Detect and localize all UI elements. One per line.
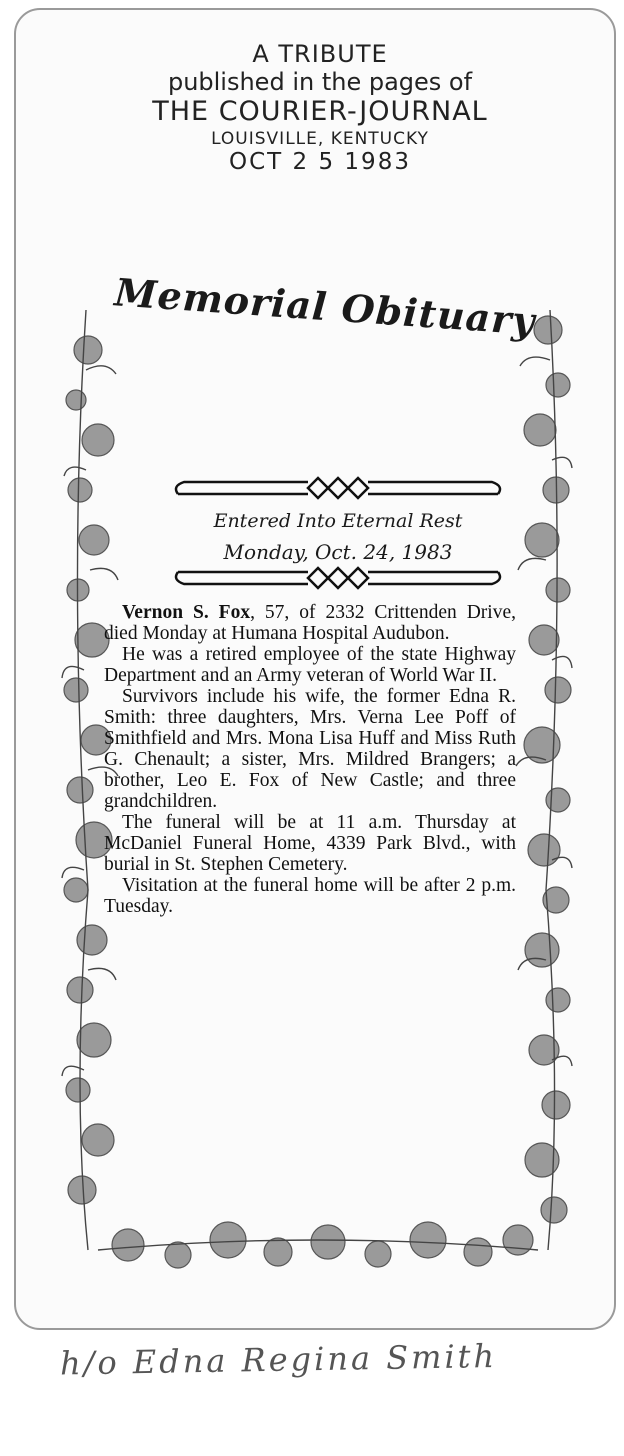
stamp-line-newspaper: THE COURIER-JOURNAL: [152, 96, 488, 127]
obituary-paragraph: Visitation at the funeral home will be after 2 p.m. Tuesday.: [104, 875, 516, 917]
obituary-text: [104, 602, 516, 917]
eternal-rest-text: Entered Into Eternal Rest: [213, 510, 463, 532]
stamp-line-location: LOUISVILLE, KENTUCKY: [211, 129, 429, 149]
stamp-line-tribute: A TRIBUTE: [252, 40, 388, 68]
handwritten-note: h/o Edna Regina Smith: [59, 1336, 498, 1383]
stamp-line-date: OCT 2 5 1983: [229, 149, 411, 175]
memorial-obituary-heading: Memorial Obituary: [113, 269, 537, 344]
newspaper-stamp: [100, 40, 540, 175]
eternal-rest-banner: [168, 472, 508, 592]
scroll-ornament-icon: [168, 472, 508, 592]
deceased-name: Vernon S. Fox: [122, 602, 251, 623]
obituary-paragraph: Survivors include his wife, the former Edna R. Smith: three daughters, Mrs. Verna Lee Poff of Smithfield and Mrs. Mona Lisa Huff and Miss Ruth G. Chenault; a sister, Mrs. Mildred Brangers; a brother, Leo E. Fox of New Castle; and three grandchildren.: [104, 686, 516, 812]
obituary-paragraph: [104, 602, 516, 644]
stamp-line-published: published in the pages of: [167, 68, 473, 96]
obituary-paragraph: The funeral will be at 11 a.m. Thursday at McDaniel Funeral Home, 4339 Park Blvd., with burial in St. Stephen Cemetery.: [104, 812, 516, 875]
obituary-paragraph: He was a retired employee of the state Highway Department and an Army veteran of World War II.: [104, 644, 516, 686]
death-date: Monday, Oct. 24, 1983: [223, 540, 453, 564]
obituary-intro: , 57, of 2332 Crittenden Drive, died Monday at Humana Hospital Audubon.: [104, 602, 516, 644]
